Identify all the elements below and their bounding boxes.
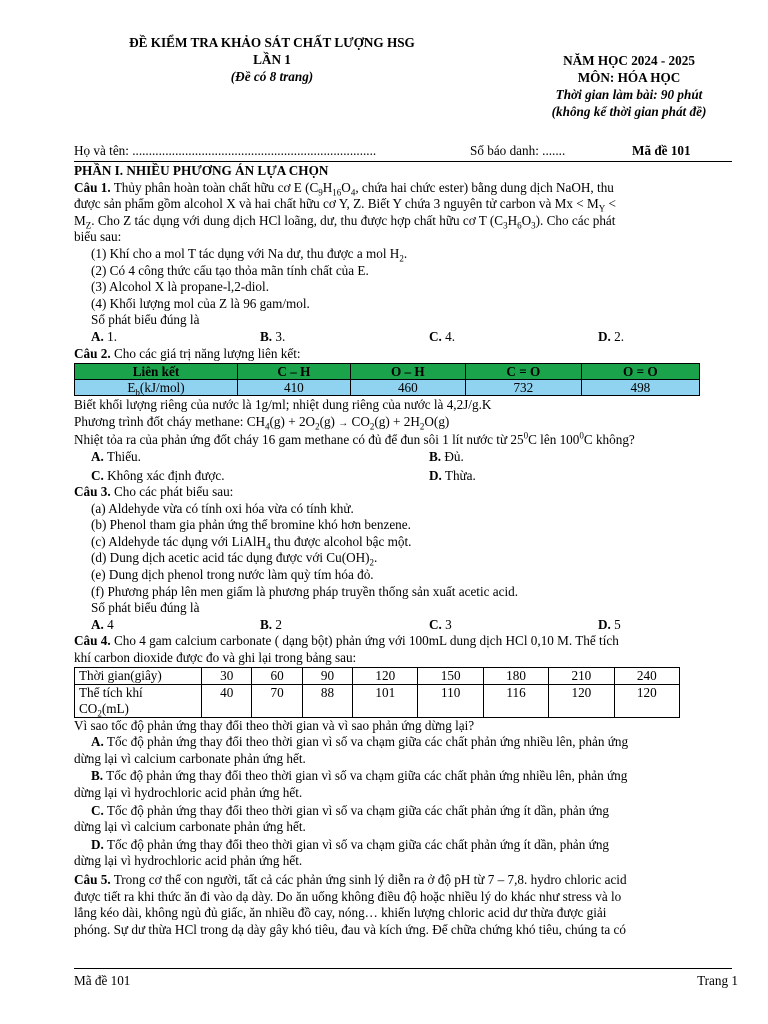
bond-energy-table: [74, 363, 700, 396]
question-text: Nhiệt tỏa ra của phản ứng đốt cháy 16 gam methane có đủ để đun sôi 1 lít nước từ $25^0C$ lên $100^0C$ không?: [74, 430, 635, 448]
table-row-label: Thời gian(giây): [75, 667, 202, 684]
question-4: [74, 633, 734, 870]
table-header-cell: Liên kết: [75, 364, 238, 380]
answer-options: [74, 468, 734, 485]
question-text: Cho 4 gam calcium carbonate ( dạng bột) phản ứng với 100mL dung dịch HCl 0,10 M. Thể tích: [110, 633, 619, 649]
page-number: Trang 1: [697, 973, 738, 988]
question-text: H: [322, 179, 333, 195]
table-header-cell: O = O: [581, 364, 699, 380]
exam-header-left: [86, 34, 458, 85]
statement-f: (f) Phương pháp lên men giấm là phương pháp truyền thống sản xuất acetic acid.: [91, 583, 519, 599]
table-cell: 732: [465, 380, 581, 396]
question-text: biểu sau:: [74, 229, 122, 245]
question-label: Câu 5.: [74, 871, 111, 887]
table-cell: 90: [302, 667, 352, 684]
arrow-icon: →: [338, 417, 349, 429]
exam-title: ĐỀ KIỂM TRA KHẢO SÁT CHẤT LƯỢNG HSG: [129, 35, 415, 50]
table-cell: 498: [581, 380, 699, 396]
question-2: [74, 346, 734, 485]
subscript: Z: [85, 220, 92, 231]
exam-header-right: [505, 52, 753, 120]
question-label: Câu 2.: [74, 345, 111, 361]
table-cell: 88: [302, 684, 352, 717]
table-cell: 460: [350, 380, 465, 396]
equation: Phương trình đốt cháy methane: $CH_4(g) + 2O_2(g) \to CO_2(g) + 2H_2O(g)$: [74, 413, 450, 432]
question-5: [74, 872, 734, 938]
subscript: 6: [517, 220, 522, 231]
option-a[interactable]: A. Tốc độ phản ứng thay đổi theo thời gian vì số va chạm giữa các chất phản ứng nhiều lên, phản ứng: [91, 734, 629, 750]
question-text: khí carbon dioxide được đo và ghi lại trong bảng sau:: [74, 650, 357, 666]
table-cell: 110: [418, 684, 483, 717]
question-text: O: [521, 212, 532, 228]
question-text: Biết khối lượng riêng của nước là 1g/ml; nhiệt dung riêng của nước là 4,2J/g.K: [74, 397, 492, 413]
table-cell: 40: [202, 684, 252, 717]
exam-round: LẦN 1: [253, 52, 291, 67]
subscript: 9: [318, 187, 323, 198]
table-cell: 60: [252, 667, 302, 684]
question-text: M: [74, 212, 86, 228]
student-name-field: Họ và tên: ..........................................................................: [74, 143, 377, 158]
question-text: ). Cho các phát: [535, 212, 616, 228]
question-label: Câu 4.: [74, 633, 111, 649]
table-cell: 120: [549, 684, 614, 717]
question-label: Câu 1.: [74, 179, 111, 195]
table-row-label: Thể tích khí $CO_2(mL)$: [75, 684, 202, 717]
question-text: <: [605, 196, 616, 212]
subject: MÔN: HÓA HỌC: [577, 70, 681, 85]
question-1: [74, 180, 734, 346]
option-a-cont: dừng lại vì calcium carbonate phản ứng hết.: [74, 750, 306, 766]
time-limit: Thời gian làm bài: 90 phút: [555, 87, 703, 102]
question-text: Trong cơ thể con người, tất cả các phản ứng sinh lý diễn ra ở độ pH từ 7 – 7,8. hydro chloric acid: [110, 871, 627, 887]
option-d[interactable]: D. Tốc độ phản ứng thay đổi theo thời gian vì số va chạm giữa các chất phản ứng ít dần, phản ứng: [91, 836, 610, 852]
statement-2: (2) Có 4 công thức cấu tạo thỏa mãn tính chất của E.: [91, 262, 369, 278]
table-cell: 210: [549, 667, 614, 684]
question-text: O: [341, 179, 351, 195]
student-info-line: [74, 143, 734, 161]
subscript: Y: [598, 203, 606, 214]
header-divider: [74, 161, 732, 162]
exam-code: Mã đề 101: [632, 143, 691, 158]
table-cell: 101: [353, 684, 418, 717]
answer-options: [74, 329, 734, 346]
table-cell: 70: [252, 684, 302, 717]
table-cell: 30: [202, 667, 252, 684]
statement-d: (d) Dung dịch acetic acid tác dụng được với $Cu(OH)_2$.: [91, 550, 378, 569]
option-b[interactable]: B. Tốc độ phản ứng thay đổi theo thời gian vì số va chạm giữa các chất phản ứng nhiều lên, phản ứng: [91, 768, 628, 784]
question-text: được tiết ra khi thức ăn đi vào dạ dày. Do ăn uống không điều độ hoặc nhiều lý do khác như stress và lo: [74, 888, 622, 904]
option-a[interactable]: A. Thiếu.: [91, 448, 141, 464]
student-id-field: Số báo danh: .......: [470, 143, 566, 158]
table-cell: 410: [238, 380, 351, 396]
exam-content: [74, 163, 734, 938]
option-b-cont: dừng lại vì hydrochloric acid phản ứng hết.: [74, 785, 303, 800]
question-text: Thủy phân hoàn toàn chất hữu cơ E (C: [110, 179, 319, 195]
option-c[interactable]: C. 3: [429, 616, 452, 632]
subscript: 16: [332, 187, 342, 198]
table-cell: 120: [353, 667, 418, 684]
school-year: NĂM HỌC 2024 - 2025: [563, 53, 695, 68]
option-d-cont: dừng lại vì hydrochloric acid phản ứng hết.: [74, 853, 303, 869]
option-c-cont: dừng lại vì calcium carbonate phản ứng hết.: [74, 819, 306, 835]
table-header-cell: O – H: [350, 364, 465, 380]
statement-c: (c) Aldehyde tác dụng với LiAlH$_4$ thu được alcohol bậc một.: [91, 533, 412, 552]
section-title: PHẦN I. NHIỀU PHƯƠNG ÁN LỰA CHỌN: [74, 163, 329, 178]
question-text: Vì sao tốc độ phản ứng thay đổi theo thời gian và vì sao phản ứng dừng lại?: [74, 717, 475, 733]
question-3: [74, 484, 734, 633]
statement-4: (4) Khối lượng mol của Z là 96 gam/mol.: [91, 295, 310, 311]
statement-a: (a) Aldehyde vừa có tính oxi hóa vừa có tính khử.: [91, 500, 354, 516]
subscript: 3: [503, 220, 508, 231]
table-cell: 240: [614, 667, 679, 684]
option-d[interactable]: D. 5: [598, 616, 621, 632]
table-cell: 116: [483, 684, 548, 717]
question-text: . Cho Z tác dụng với dung dịch HCl loãng, dư, thu được hợp chất hữu cơ T (C: [91, 212, 504, 228]
question-text: lắng kéo dài, không ngủ đủ giấc, ăn nhiều đồ cay, nóng… khiến lượng chloric acid dư thừa được giải: [74, 905, 607, 921]
table-cell: 150: [418, 667, 483, 684]
statement-1: (1) Khí cho a mol T tác dụng với Na dư, thu được a mol H: [91, 245, 400, 261]
table-row-label: $E_b(kJ/mol)$: [75, 380, 238, 396]
option-c[interactable]: C. 4.: [429, 328, 456, 344]
option-a[interactable]: A. 1.: [91, 328, 118, 344]
table-cell: 120: [614, 684, 679, 717]
question-text: được sản phẩm gồm alcohol X và hai chất hữu cơ Y, Z. Biết Y chứa 3 nguyên tử carbon và Mx < M: [74, 196, 599, 212]
time-note: (không kể thời gian phát đề): [551, 104, 707, 119]
gas-volume-table: [74, 667, 680, 718]
question-prompt: Số phát biểu đúng là: [91, 600, 200, 616]
subscript: 4: [350, 187, 356, 198]
option-d[interactable]: D. 2.: [598, 328, 625, 344]
footer-divider: [74, 968, 732, 969]
answer-options: [74, 449, 734, 466]
question-text: H: [507, 212, 518, 228]
question-text: Cho các giá trị năng lượng liên kết:: [110, 345, 301, 361]
option-b[interactable]: B. 2: [260, 616, 282, 632]
footer-exam-code: Mã đề 101: [74, 973, 131, 988]
table-header-cell: C – H: [238, 364, 351, 380]
statement-b: (b) Phenol tham gia phản ứng thế bromine khó hơn benzene.: [91, 517, 411, 533]
option-d[interactable]: D. Thừa.: [429, 467, 476, 483]
statement-3: (3) Alcohol X là propane-l,2-diol.: [91, 279, 269, 295]
option-a[interactable]: A. 4: [91, 616, 114, 632]
option-b[interactable]: B. Đủ.: [429, 448, 464, 464]
table-header-cell: C = O: [465, 364, 581, 380]
question-prompt: Số phát biểu đúng là: [91, 312, 200, 328]
question-text: Cho các phát biểu sau:: [110, 484, 234, 500]
option-b[interactable]: B. 3.: [260, 328, 286, 344]
subscript: 3: [531, 220, 536, 231]
option-c[interactable]: C. Không xác định được.: [91, 467, 225, 483]
question-text: , chứa hai chức ester) bằng dung dịch NaOH, thu: [355, 179, 614, 195]
table-cell: 180: [483, 667, 548, 684]
statement-1-end: .: [403, 245, 408, 261]
answer-options: [74, 617, 734, 634]
option-c[interactable]: C. Tốc độ phản ứng thay đổi theo thời gian vì số va chạm giữa các chất phản ứng ít dần, phản ứng: [91, 802, 610, 818]
subscript: 2: [399, 253, 404, 264]
statement-e: (e) Dung dịch phenol trong nước làm quỳ tím hóa đỏ.: [91, 567, 374, 583]
exam-page-count: (Đề có 8 trang): [230, 69, 314, 84]
question-label: Câu 3.: [74, 484, 111, 500]
question-text: phóng. Sự dư thừa HCl trong dạ dày gây khó tiêu, đau và kích ứng. Để chữa chứng khó tiêu, chúng ta có: [74, 921, 626, 937]
